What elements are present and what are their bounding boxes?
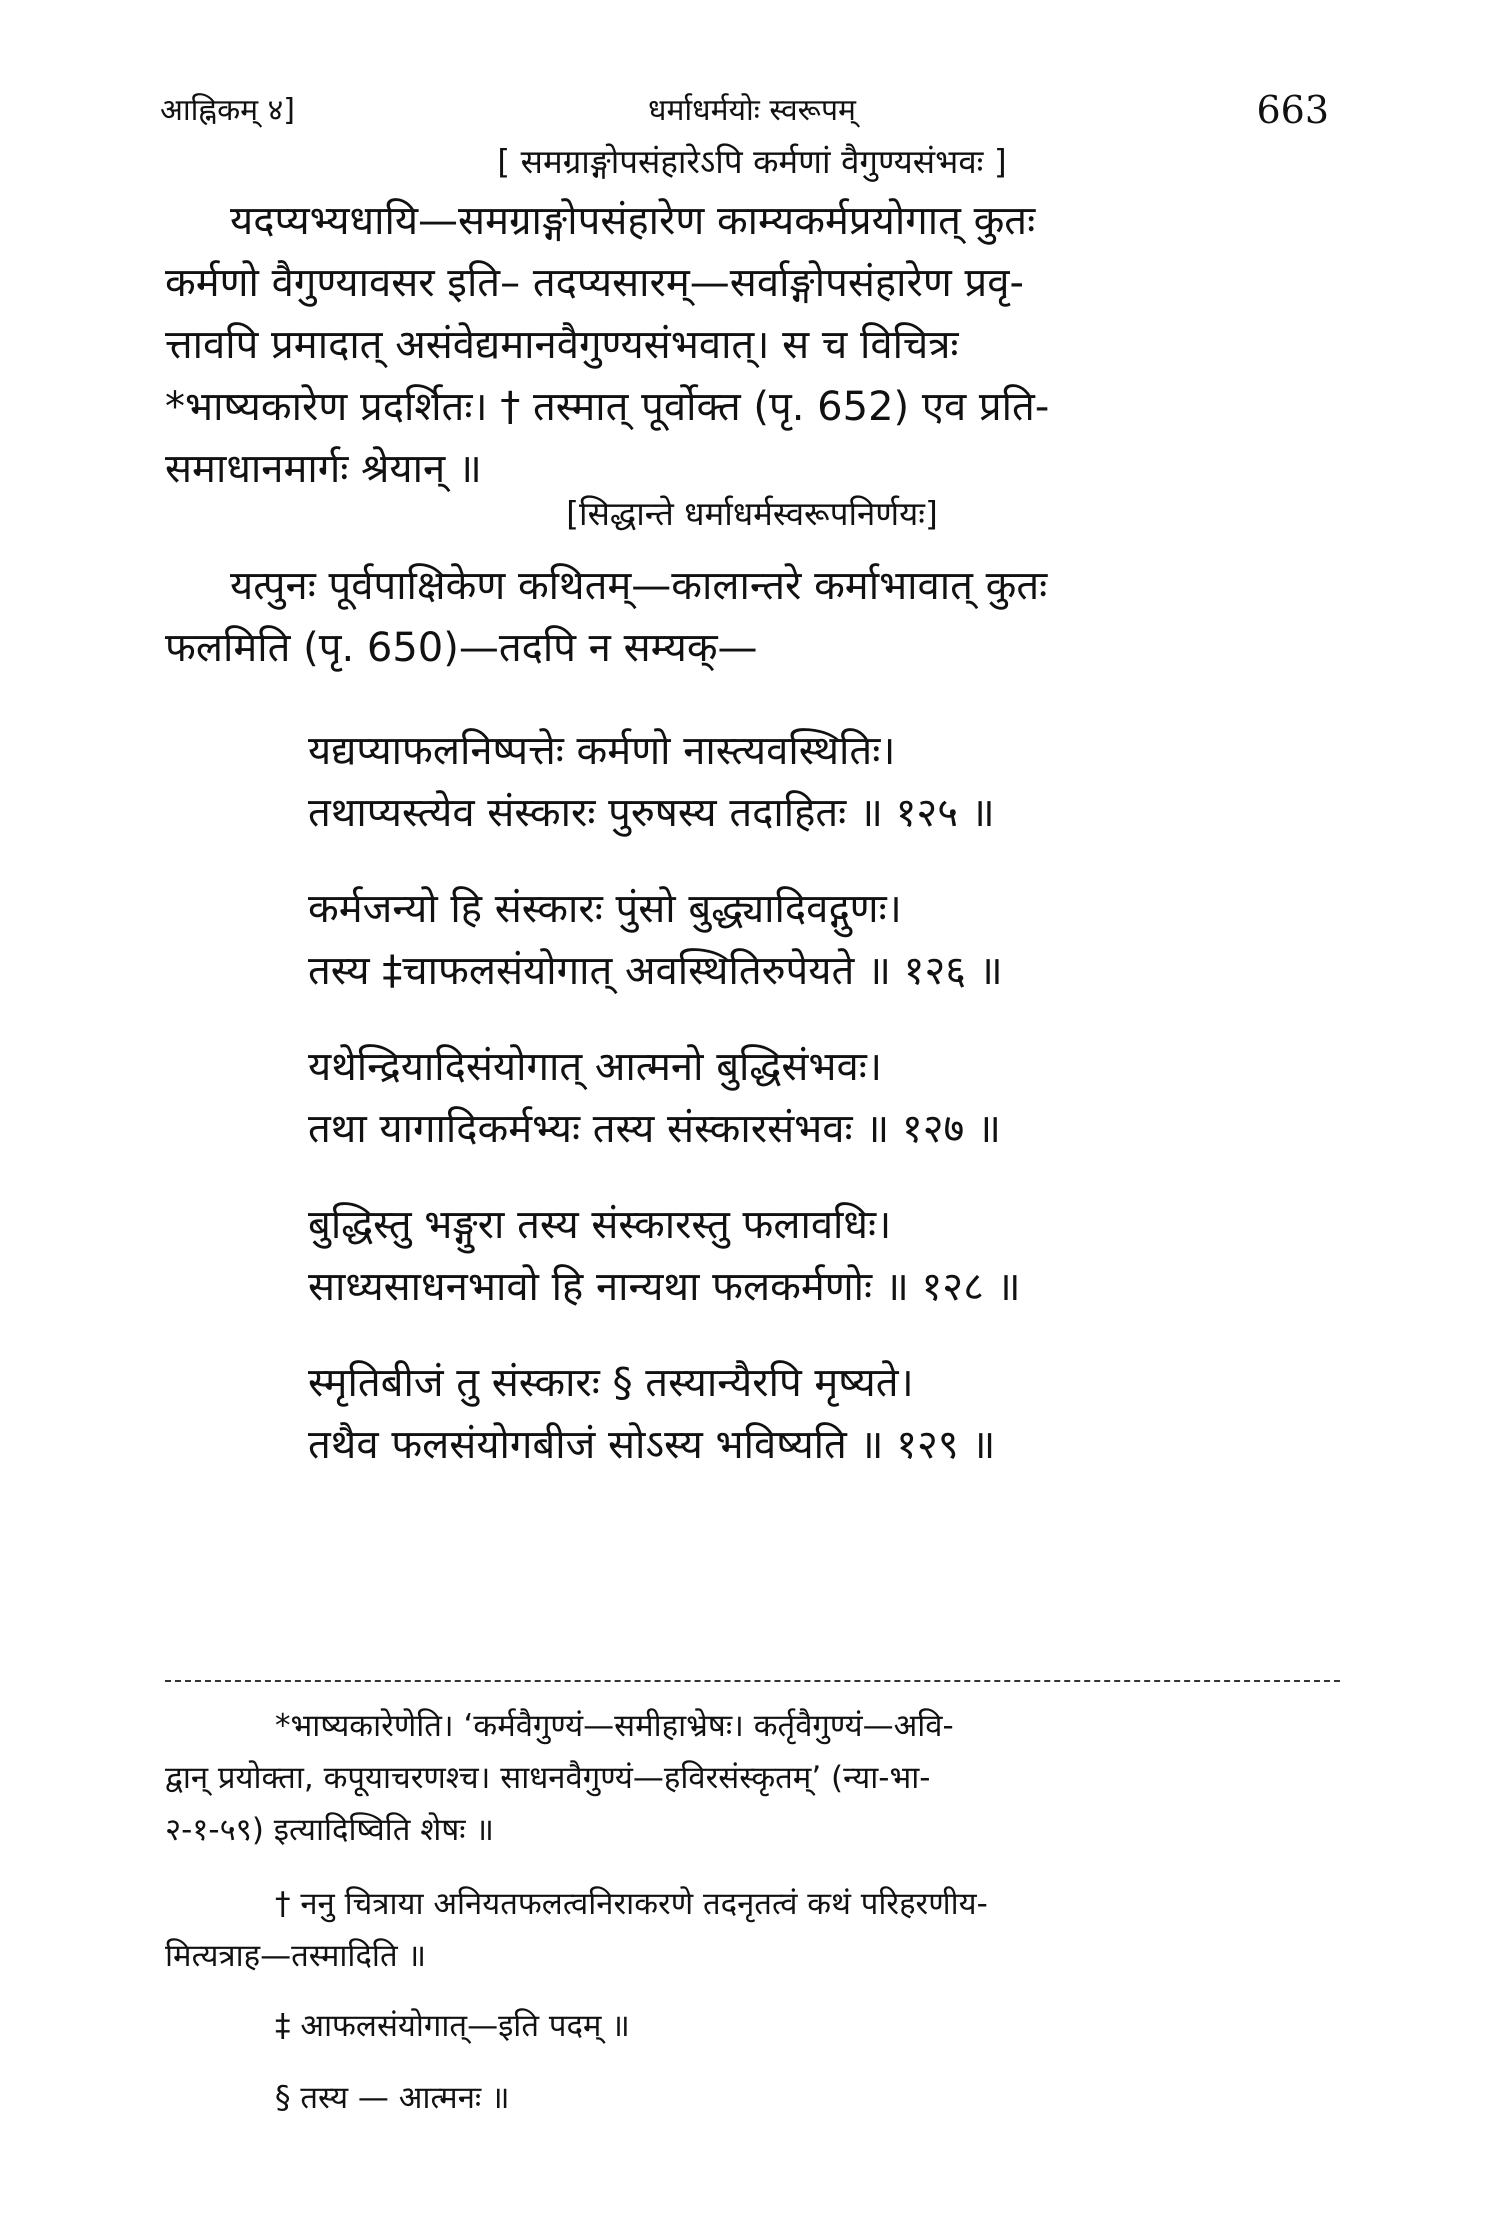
footnote-4 (165, 2072, 1340, 2124)
verse-line: स्मृतिबीजं तु संस्कारः § तस्यान्यैरपि मृष्यते। (308, 1360, 914, 1406)
footnote-line: मित्यत्राह—तस्मादिति ॥ (165, 1938, 427, 1974)
running-header-title: धर्माधर्मयोः स्वरूपम् (648, 93, 856, 128)
section-heading-2: [सिद्धान्ते धर्माधर्मस्वरूपनिर्णयः] (566, 494, 938, 533)
footnote-3 (165, 2000, 1340, 2052)
verse-line: बुद्धिस्तु भङ्गुरा तस्य संस्कारस्तु फलावधिः। (308, 1202, 892, 1248)
footnote-divider (165, 1680, 1340, 1682)
verse-128 (308, 1194, 1358, 1318)
verse-129 (308, 1352, 1358, 1476)
paragraph-line: यत्पुनः पूर्वपाक्षिकेण कथितम्—कालान्तरे कर्माभावात् कुतः (230, 563, 1048, 609)
verse-126 (308, 878, 1358, 1002)
footnote-line: § तस्य — आत्मनः ॥ (275, 2080, 510, 2116)
paragraph-line: त्तावपि प्रमादात् असंवेद्यमानवैगुण्यसंभवात्। स च विचित्रः (165, 322, 959, 368)
paragraph-1 (165, 190, 1340, 500)
paragraph-line: *भाष्यकारेण प्रदर्शितः। † तस्मात् पूर्वोक्त (पृ. 652) एव प्रति- (165, 384, 1050, 430)
verse-127 (308, 1036, 1358, 1160)
running-header-left: आह्निकम् ४] (160, 93, 295, 128)
paragraph-line: यदप्यभ्यधायि—समग्राङ्गोपसंहारेण काम्यकर्मप्रयोगात् कुतः (230, 198, 1036, 244)
paragraph-line: कर्मणो वैगुण्यावसर इति– तदप्यसारम्—सर्वाङ्गोपसंहारेण प्रवृ- (165, 260, 1024, 306)
verse-125 (308, 720, 1358, 844)
footnote-line: २-१-५९) इत्यादिष्विति शेषः ॥ (165, 1812, 494, 1848)
verse-line: साध्यसाधनभावो हि नान्यथा फलकर्मणोः ॥ १२८ ॥ (308, 1264, 1021, 1310)
section-heading-1: [ समग्राङ्गोपसंहारेऽपि कर्मणां वैगुण्यसंभवः ] (497, 142, 1007, 181)
verse-line: तस्य ‡चाफलसंयोगात् अवस्थितिरुपेयते ॥ १२६ ॥ (308, 948, 1003, 994)
footnote-line: † ननु चित्राया अनियतफलत्वनिराकरणे तदनृतत्वं कथं परिहरणीय- (275, 1886, 988, 1922)
footnote-line: द्वान् प्रयोक्ता, कपूयाचरणश्च। साधनवैगुण्यं—हविरसंस्कृतम्’ (न्या-भा- (165, 1760, 931, 1796)
paragraph-line: समाधानमार्गः श्रेयान् ॥ (165, 446, 482, 492)
verse-line: तथैव फलसंयोगबीजं सोऽस्य भविष्यति ॥ १२९ ॥ (308, 1422, 996, 1468)
verse-line: तथा यागादिकर्मभ्यः तस्य संस्कारसंभवः ॥ १२७ ॥ (308, 1106, 1002, 1152)
footnote-line: ‡ आफलसंयोगात्—इति पदम् ॥ (275, 2008, 630, 2044)
footnote-2 (165, 1878, 1340, 1982)
verse-line: यथेन्द्रियादिसंयोगात् आत्मनो बुद्धिसंभवः। (308, 1044, 882, 1090)
footnote-1 (165, 1700, 1340, 1856)
paragraph-2 (165, 555, 1340, 679)
verse-block (308, 720, 1358, 1510)
verse-line: यद्यप्याफलनिष्पत्तेः कर्मणो नास्त्यवस्थितिः। (308, 728, 896, 774)
verse-line: कर्मजन्यो हि संस्कारः पुंसो बुद्ध्यादिवद्गुणः। (308, 886, 902, 932)
paragraph-line: फलमिति (पृ. 650)—तदपि न सम्यक्— (165, 625, 758, 671)
footnote-line: *भाष्यकारेणेति। ‘कर्मवैगुण्यं—समीहाभ्रेषः। कर्तृवैगुण्यं—अवि- (275, 1708, 954, 1744)
page-number: 663 (1256, 88, 1329, 132)
verse-line: तथाप्यस्त्येव संस्कारः पुरुषस्य तदाहितः ॥ १२५ ॥ (308, 790, 995, 836)
